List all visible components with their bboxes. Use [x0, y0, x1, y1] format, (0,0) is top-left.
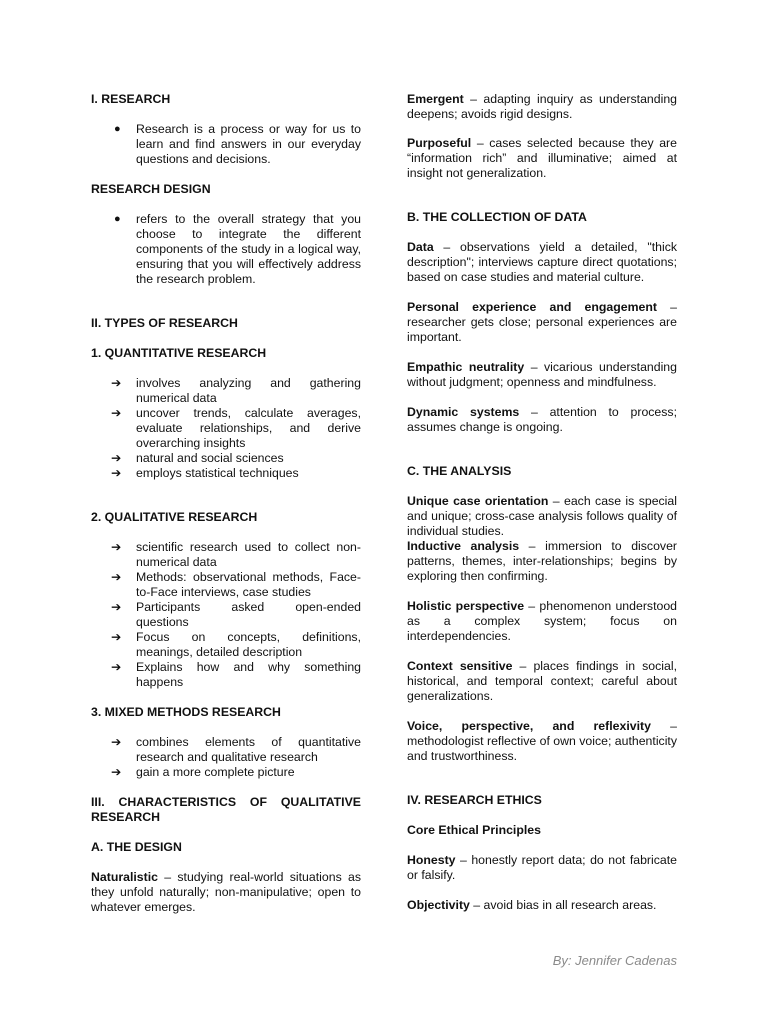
- core-ethical-principles-heading: Core Ethical Principles: [407, 823, 541, 837]
- list-item: [91, 630, 361, 660]
- personal-experience-text: – researcher gets close; personal experiences are important.: [407, 300, 677, 344]
- list-item: [91, 376, 361, 406]
- dynamic-systems-text: – attention to process; assumes change is ongoing.: [407, 405, 677, 434]
- emergent-term: Emergent: [407, 92, 464, 106]
- list-item-text: Explains how and why something happens: [136, 660, 361, 689]
- list-item-text: Participants asked open-ended questions: [136, 600, 361, 629]
- personal-experience-term: Personal experience and engagement: [407, 300, 657, 314]
- quantitative-research-heading: 1. QUANTITATIVE RESEARCH: [91, 346, 267, 360]
- list-item-text: Focus on concepts, definitions, meanings, detailed description: [136, 630, 361, 659]
- emergent-text: – adapting inquiry as understanding deepens; avoids rigid designs.: [407, 92, 677, 121]
- types-of-research-heading: II. TYPES OF RESEARCH: [91, 316, 238, 330]
- empathic-neutrality-paragraph: [407, 360, 677, 390]
- list-item: [91, 451, 361, 466]
- dynamic-systems-paragraph: [407, 405, 677, 435]
- naturalistic-term: Naturalistic: [91, 870, 158, 884]
- context-sensitive-term: Context sensitive: [407, 659, 513, 673]
- objectivity-paragraph: [407, 898, 677, 913]
- qualitative-list: [91, 540, 361, 690]
- left-column: [91, 92, 361, 915]
- inductive-analysis-term: Inductive analysis: [407, 539, 520, 553]
- arrow-bullet-icon: ➔: [111, 406, 122, 420]
- research-ethics-heading: IV. RESEARCH ETHICS: [407, 793, 542, 807]
- research-design-bullet-list: [91, 212, 361, 287]
- analysis-heading: C. THE ANALYSIS: [407, 464, 512, 478]
- holistic-perspective-paragraph: [407, 599, 677, 644]
- arrow-bullet-icon: ➔: [111, 570, 122, 584]
- honesty-text: – honestly report data; do not fabricate or falsify.: [407, 853, 677, 882]
- list-item-text: involves analyzing and gathering numerical data: [136, 376, 361, 405]
- the-design-heading: A. THE DESIGN: [91, 840, 182, 854]
- research-heading: I. RESEARCH: [91, 92, 171, 106]
- right-column: [407, 92, 677, 913]
- voice-perspective-text: – methodologist reflective of own voice; authenticity and trustworthiness.: [407, 719, 677, 763]
- list-item: [91, 122, 361, 167]
- mixed-methods-heading: 3. MIXED METHODS RESEARCH: [91, 705, 281, 719]
- unique-case-text: – each case is special and unique; cross-case analysis follows quality of individual studies.: [407, 494, 677, 538]
- objectivity-text: – avoid bias in all research areas.: [469, 898, 657, 912]
- arrow-bullet-icon: ➔: [111, 600, 122, 614]
- purposeful-term: Purposeful: [407, 136, 472, 150]
- list-item-text: combines elements of quantitative research and qualitative research: [136, 735, 361, 764]
- list-item: [91, 540, 361, 570]
- objectivity-term: Objectivity: [407, 898, 470, 912]
- data-paragraph: [407, 240, 677, 285]
- unique-case-term: Unique case orientation: [407, 494, 549, 508]
- mixed-methods-list: [91, 735, 361, 780]
- data-term: Data: [407, 240, 434, 254]
- author-signature: By: Jennifer Cadenas: [552, 953, 677, 968]
- arrow-bullet-icon: ➔: [111, 451, 122, 465]
- list-item: [91, 660, 361, 690]
- arrow-bullet-icon: ➔: [111, 466, 122, 480]
- holistic-perspective-term: Holistic perspective: [407, 599, 525, 613]
- research-bullet-list: [91, 122, 361, 167]
- inductive-analysis-text: – immersion to discover patterns, themes, inter-relationships; begins by exploring then confirming.: [407, 539, 678, 583]
- dynamic-systems-term: Dynamic systems: [407, 405, 520, 419]
- naturalistic-paragraph: [91, 870, 361, 915]
- inductive-analysis-paragraph: [407, 539, 677, 584]
- list-item: [91, 735, 361, 765]
- list-item-text: uncover trends, calculate averages, evaluate relationships, and derive overarching insights: [136, 406, 361, 450]
- purposeful-text: – cases selected because they are “information rich” and illuminative; aimed at insight not generalization.: [407, 136, 677, 180]
- list-item: [91, 570, 361, 600]
- arrow-bullet-icon: ➔: [111, 660, 122, 674]
- arrow-bullet-icon: ➔: [111, 376, 122, 390]
- list-item-text: employs statistical techniques: [136, 466, 299, 480]
- list-item: [91, 212, 361, 287]
- list-item: [91, 765, 361, 780]
- arrow-bullet-icon: ➔: [111, 540, 122, 554]
- bullet-dot-icon: ●: [114, 213, 121, 225]
- list-item: [91, 406, 361, 451]
- context-sensitive-text: – places findings in social, historical, and temporal context; careful about generalizations.: [407, 659, 678, 703]
- emergent-paragraph: [407, 92, 677, 122]
- research-design-heading: RESEARCH DESIGN: [91, 182, 211, 196]
- bullet-dot-icon: ●: [114, 123, 121, 135]
- list-item-text: natural and social sciences: [136, 451, 284, 465]
- empathic-neutrality-text: – vicarious understanding without judgment; openness and mindfulness.: [407, 360, 677, 389]
- honesty-term: Honesty: [407, 853, 456, 867]
- holistic-perspective-text: – phenomenon understood as a complex system; focus on interdependencies.: [407, 599, 678, 643]
- empathic-neutrality-term: Empathic neutrality: [407, 360, 525, 374]
- purposeful-paragraph: [407, 136, 677, 181]
- list-item-text: gain a more complete picture: [136, 765, 295, 779]
- data-text: – observations yield a detailed, "thick description"; interviews capture direct quotations; based on case studies and material culture.: [407, 240, 677, 284]
- voice-perspective-term: Voice, perspective, and reflexivity: [407, 719, 651, 733]
- honesty-paragraph: [407, 853, 677, 883]
- list-item: [91, 600, 361, 630]
- unique-case-paragraph: [407, 494, 677, 539]
- qualitative-research-heading: 2. QUALITATIVE RESEARCH: [91, 510, 258, 524]
- list-item-text: refers to the overall strategy that you choose to integrate the different components of the study in a logical way, ensuring that you will effectively address the research problem.: [136, 212, 361, 286]
- list-item: [91, 466, 361, 481]
- list-item-text: Methods: observational methods, Face-to-Face interviews, case studies: [136, 570, 361, 599]
- list-item-text: scientific research used to collect non-numerical data: [136, 540, 361, 569]
- naturalistic-text: – studying real-world situations as they unfold naturally; non-manipulative; open to whatever emerges.: [91, 870, 361, 914]
- arrow-bullet-icon: ➔: [111, 735, 122, 749]
- voice-perspective-paragraph: [407, 719, 677, 764]
- list-item-text: Research is a process or way for us to learn and find answers in our everyday questions and decisions.: [136, 122, 361, 166]
- characteristics-heading: III. CHARACTERISTICS OF QUALITATIVE RESEARCH: [91, 795, 361, 824]
- personal-experience-paragraph: [407, 300, 677, 345]
- context-sensitive-paragraph: [407, 659, 677, 704]
- quantitative-list: [91, 376, 361, 481]
- collection-of-data-heading: B. THE COLLECTION OF DATA: [407, 210, 587, 224]
- arrow-bullet-icon: ➔: [111, 630, 122, 644]
- arrow-bullet-icon: ➔: [111, 765, 122, 779]
